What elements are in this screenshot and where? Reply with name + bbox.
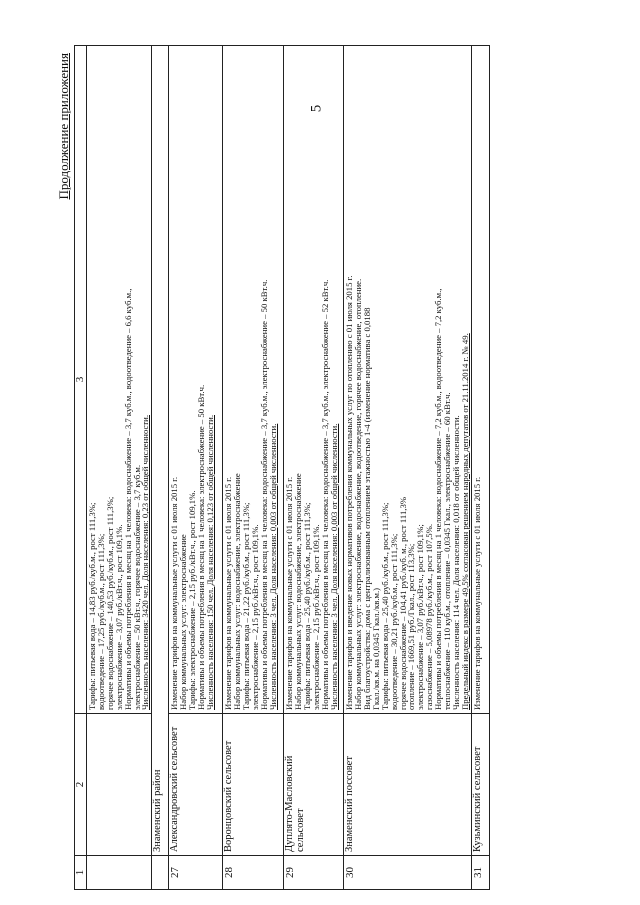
header-cell: 1 bbox=[75, 856, 87, 890]
text-line: электроснабжение – 3,07 руб./кВт.ч., рост 109,1%; bbox=[415, 524, 426, 710]
text-line: электроснабжение – 3,07 руб./кВт.ч., рост 109,1%. bbox=[113, 524, 124, 710]
text-line: Численность населения: 150 чел. Доля населения: 0,123 от общей численности. bbox=[204, 415, 215, 710]
table-row bbox=[344, 46, 471, 890]
table-row bbox=[284, 46, 344, 890]
page-number: 5 bbox=[308, 104, 325, 113]
text-line: Гкал./кв.м. на 0,0345 Гкал./кв.м.) bbox=[370, 587, 381, 710]
district-name: Знаменский район bbox=[152, 46, 169, 856]
header-cell: 2 bbox=[75, 714, 87, 856]
text-line: Численность населения: 3 чел. Доля населения: 0,003 от общей численности. bbox=[267, 423, 278, 710]
num-cell bbox=[87, 856, 152, 890]
text-line: Предельный индекс в размере 49,5% согласован решением народных депутатов от 21.11.2014 г. № 49. bbox=[459, 333, 470, 710]
text-line: Численность населения: 3 чел. Доля населения: 0,003 от общей численности. bbox=[328, 423, 339, 710]
settlement-name: Воронцовский сельсовет bbox=[223, 714, 284, 856]
tariff-text bbox=[169, 46, 223, 714]
district-row bbox=[152, 46, 169, 890]
row-number: 29 bbox=[284, 856, 344, 890]
text-line: Набор коммунальных услуг: электроснабжение, водоснабжение, водоотведение, горячее водоснабжение, отопление. bbox=[353, 278, 364, 710]
text-line: горячее водоснабжение – 104,41 руб./куб. м., рост 111,3% bbox=[397, 496, 408, 710]
row-number: 31 bbox=[471, 856, 489, 890]
num-cell bbox=[152, 856, 169, 890]
settlement-name: Знаменский поссовет bbox=[344, 714, 471, 856]
settlement-name: Александровский сельсовет bbox=[169, 714, 223, 856]
header-cell: 3 bbox=[75, 46, 87, 714]
text-line: электроснабжение – 2,15 руб./кВт.ч., рост 109,1%. bbox=[310, 524, 321, 710]
text-line: электроснабжение – 2,15 руб./кВт.ч., рост 109,1%. bbox=[249, 524, 260, 710]
row-number: 28 bbox=[223, 856, 284, 890]
text-line: водоотведение – 30,21 руб./куб.м., рост 111,3%; bbox=[388, 533, 399, 710]
table-row bbox=[223, 46, 284, 890]
text-line: отопление – 1669,51 руб./Гкал., рост 113,3%; bbox=[406, 543, 417, 710]
header-row bbox=[75, 46, 87, 890]
text-line: Изменение тарифов на коммунальные услуги с 01 июля 2015 г. bbox=[223, 476, 234, 710]
text-line: Нормативы и объемы потребления в месяц на 1 человека: водоснабжение – 7,2 куб.м., водоотведение – 7,2 куб.м., bbox=[433, 288, 444, 710]
text-line: Нормативы и объемы потребления в месяц на 1 человека: электроснабжение – 50 кВт.ч. bbox=[195, 384, 206, 710]
text-line: Изменение тарифов на коммунальные услуги с 01 июля 2015 г. bbox=[284, 476, 295, 710]
settlement-name: Кузьминский сельсовет bbox=[471, 714, 489, 856]
rotated-page bbox=[56, 45, 634, 890]
text-line: Тарифы: питьевая вода – 21,22 руб./куб.м., рост 111,3%; bbox=[241, 502, 252, 710]
text-line: Набор коммунальных услуг: водоснабжение, электроснабжение bbox=[232, 473, 243, 710]
text-line: Тарифы: электроснабжение – 2,15 руб./кВт.ч., рост 109,1%. bbox=[187, 490, 198, 710]
text-line: электроснабжение – 50 кВт.ч., горячее водоснабжение – 3,7 куб.м. bbox=[131, 464, 142, 710]
table-row bbox=[169, 46, 223, 890]
text-line: Тарифы: питьевая вода – 25,40 руб./куб.м., рост 111,3%; bbox=[379, 502, 390, 710]
tariff-text bbox=[344, 46, 471, 714]
text-line: газоснабжение – 5,08978 руб./куб.м., рост 107,5%. bbox=[424, 524, 435, 710]
text-line: Нормативы и объемы потребления в месяц на 1 человека: водоснабжение – 3,7 куб.м., электроснабжение – 52 кВт.ч. bbox=[319, 279, 330, 710]
name-cell bbox=[87, 714, 152, 856]
tariff-text bbox=[284, 46, 344, 714]
text-line: горячее водоснабжение – 140,53 руб./куб.м., рост 111,3%; bbox=[104, 496, 115, 710]
text-line: Тарифы: питьевая вода – 14,83 руб./куб.м., рост 111,3%; bbox=[87, 502, 98, 710]
text-cell bbox=[87, 46, 152, 714]
text-line: Численность населения: 114 чел. Доля населения: 0,018 от общей численности. bbox=[450, 415, 461, 710]
tariffs-table bbox=[74, 45, 490, 890]
settlement-name: Дуплято-Масловский сельсовет bbox=[284, 714, 344, 856]
table-row bbox=[87, 46, 152, 890]
row-number: 27 bbox=[169, 856, 223, 890]
tariff-text bbox=[223, 46, 284, 714]
continuation-label: Продолжение приложения bbox=[56, 53, 71, 200]
row-number: 30 bbox=[344, 856, 471, 890]
text-line: теплоснабжение – 110 куб.м., отопление – 0,0345 Гкал., электроснабжение – 60 кВт.ч. bbox=[441, 392, 452, 710]
text-line: Тарифы: питьевая вода – 25,40 руб./куб.м., рост 111,3%; bbox=[302, 502, 313, 710]
text-line: Изменение тарифов на коммунальные услуги с 01 июля 2015 г. bbox=[471, 476, 482, 710]
tariff-text bbox=[471, 46, 489, 714]
text-line: водоотведение – 17,25 руб./куб.м., рост 111,3%; bbox=[96, 533, 107, 710]
text-line: Нормативы и объемы потребления в месяц на 1 человека: водоснабжение – 3,7 куб.м., водоотведение – 6,6 куб.м., bbox=[122, 288, 133, 710]
text-line: Набор коммунальных услуг: электроснабжение bbox=[178, 534, 189, 710]
text-line: Изменение тарифов на коммунальные услуги с 01 июля 2015 г. bbox=[169, 476, 180, 710]
text-line: Изменение тарифов и введение новых нормативов потребления коммунальных услуг по отоплению с 01 июля 2015 г. bbox=[344, 275, 355, 710]
table-row bbox=[471, 46, 489, 890]
text-line: Нормативы и объемы потребления в месяц на 1 человека: водоснабжение – 3,7 куб.м., электроснабжение – 50 кВт.ч. bbox=[258, 279, 269, 710]
text-line: Численность населения: 3420 чел. Доля населения: 0,23 от общей численности. bbox=[140, 415, 151, 710]
text-line: Набор коммунальных услуг: водоснабжение, электроснабжение bbox=[293, 473, 304, 710]
text-line: Вид благоустройства: дома с централизованным отоплением этажностью 1-4 (изменение норматива с 0,0188 bbox=[362, 307, 373, 710]
